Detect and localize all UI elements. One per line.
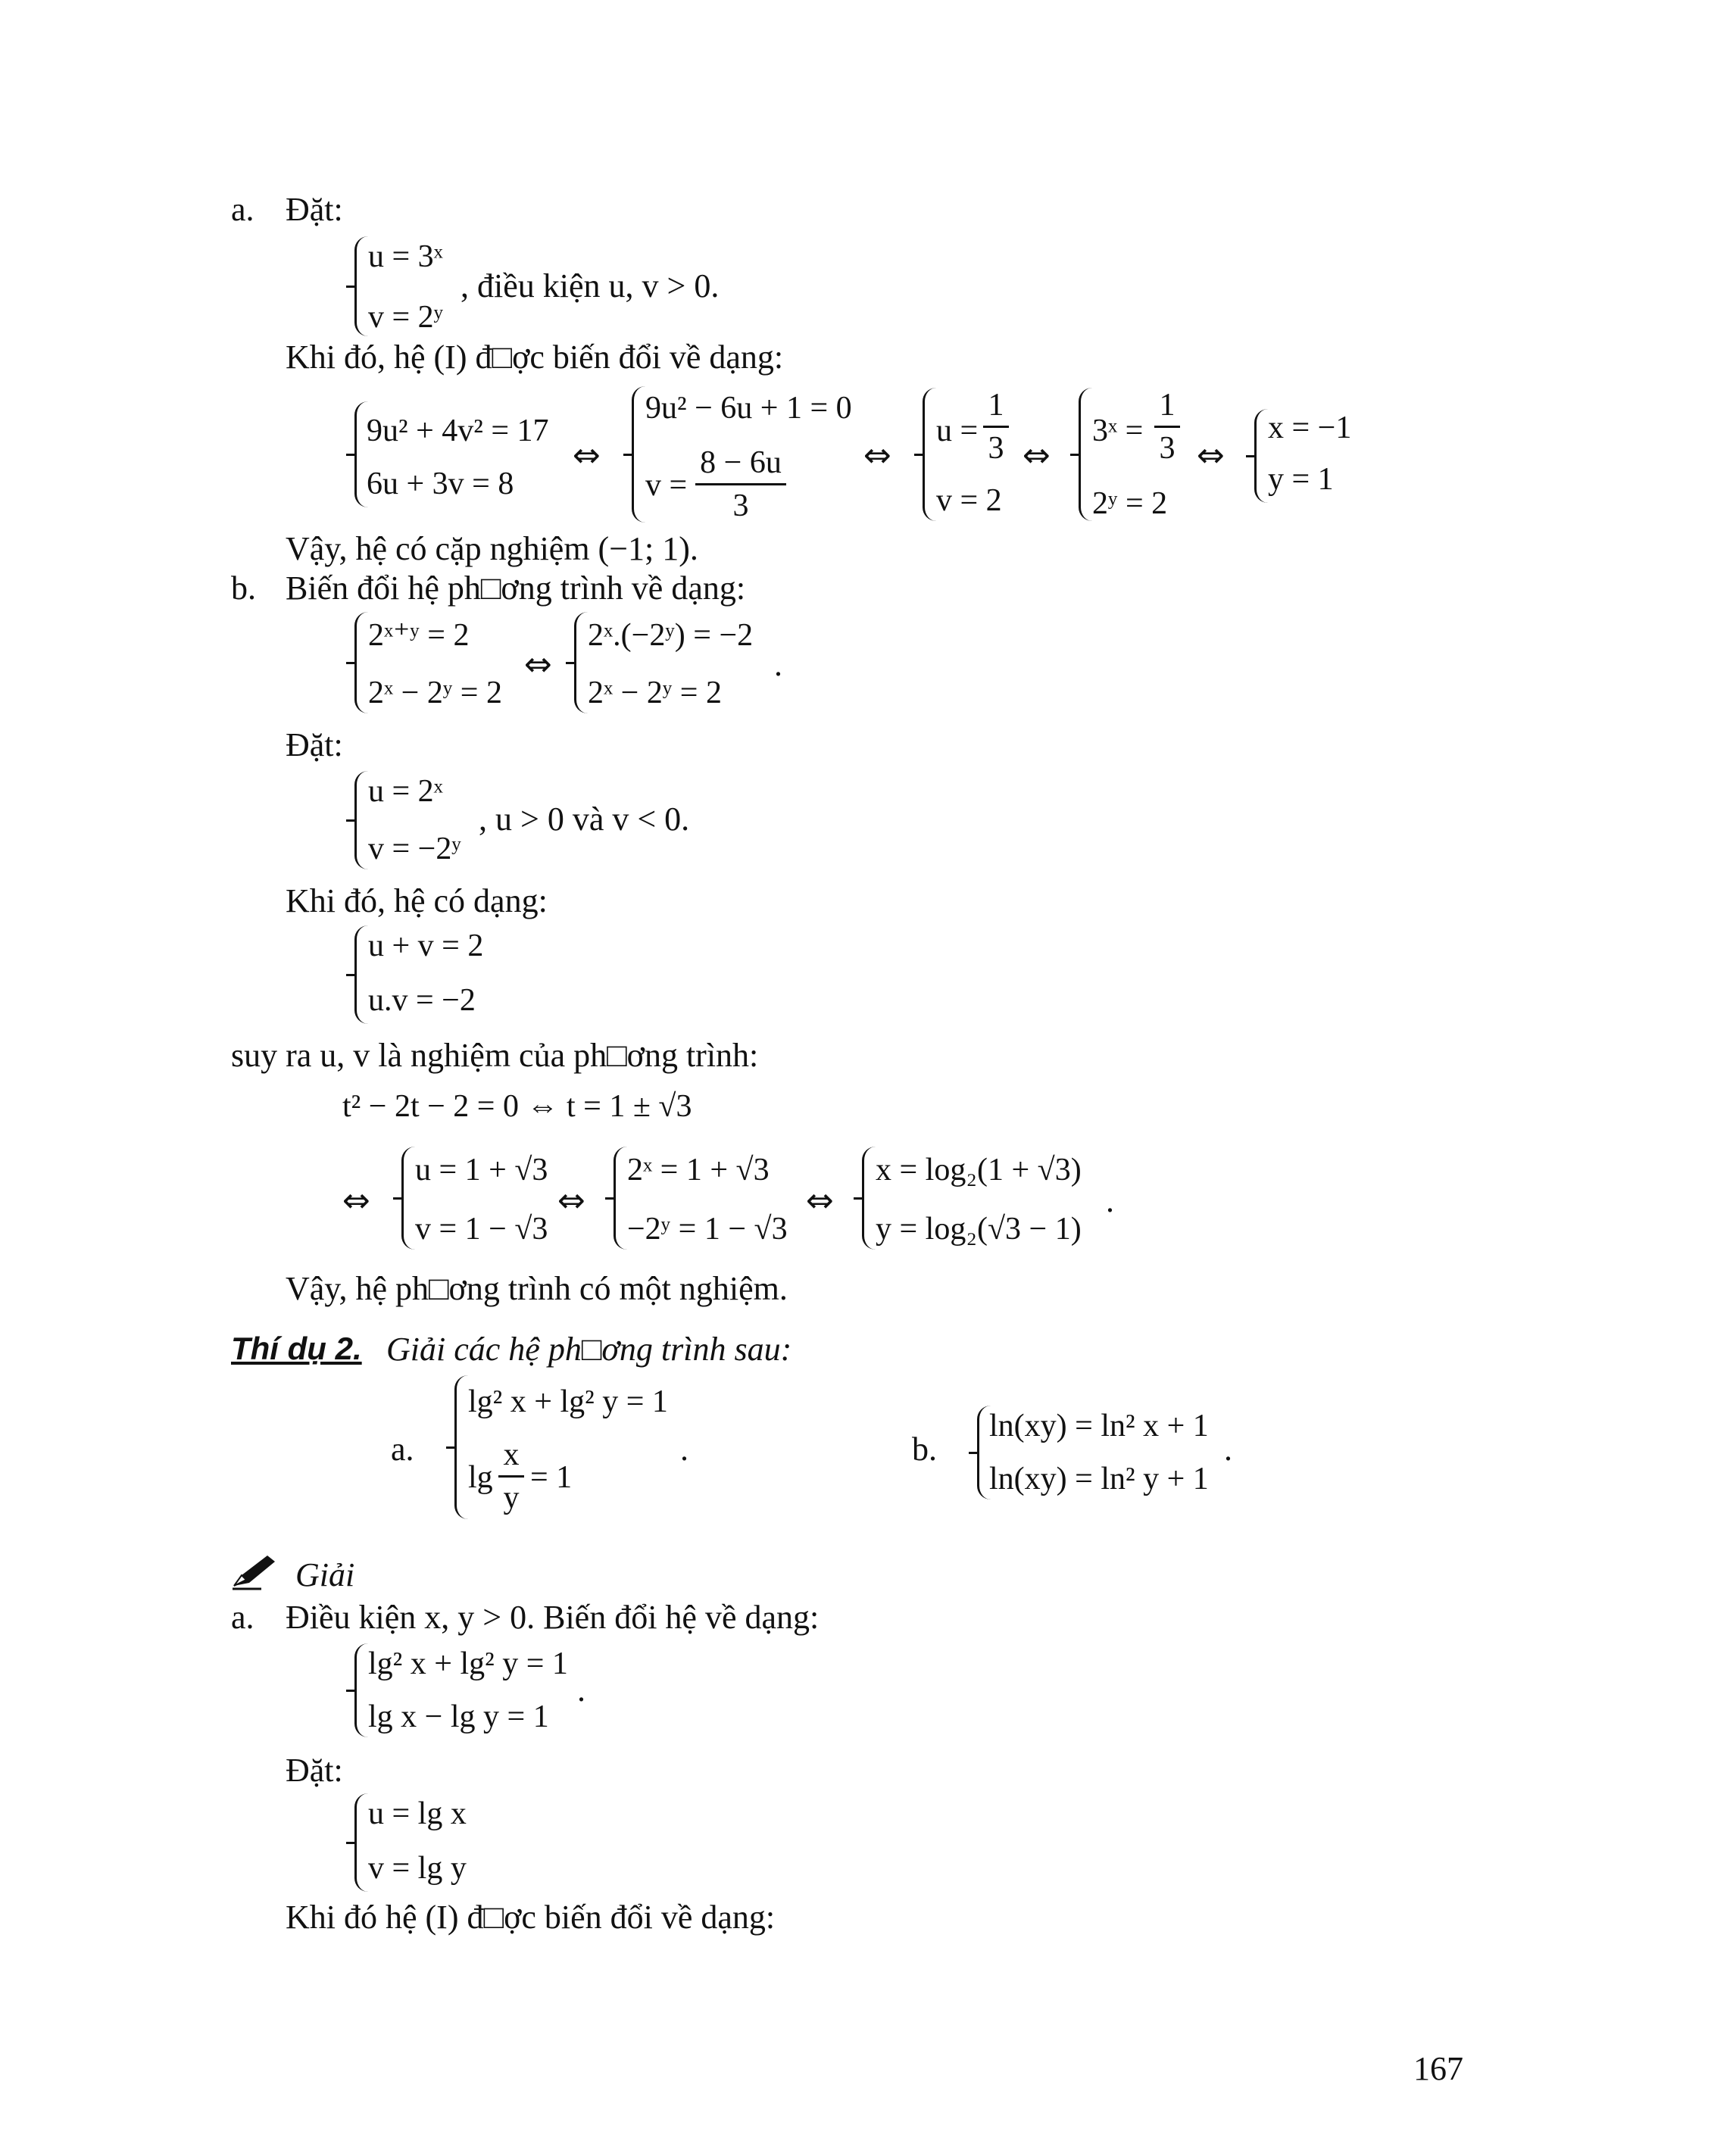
fraction: [498, 1439, 524, 1514]
example-prompt: Giải các hệ ph□ơng trình sau:: [386, 1331, 792, 1368]
equation: −2ʸ = 1 − √3: [627, 1212, 788, 1247]
equation: u.v = −2: [368, 983, 476, 1018]
denominator: 3: [988, 431, 1004, 466]
solution-dat: Đặt:: [286, 1752, 343, 1789]
numerator: x: [503, 1437, 520, 1472]
example-b-label: b.: [912, 1431, 937, 1468]
suy-ra-text: suy ra u, v là nghiệm của ph□ơng trình:: [231, 1037, 759, 1074]
equivalence-arrow: ⇔: [1197, 436, 1225, 475]
example-heading: Thí dụ 2.: [231, 1331, 362, 1366]
equation: y = log₂(√3 − 1): [876, 1212, 1082, 1247]
period: .: [1106, 1182, 1114, 1219]
equation: y = 1: [1268, 462, 1334, 497]
numerator: 1: [1159, 388, 1176, 423]
part-b-label: b.: [231, 570, 256, 607]
equation: v = 2: [936, 483, 1002, 518]
equation: 9u² + 4v² = 17: [367, 413, 549, 448]
pencil-icon: [231, 1553, 278, 1590]
part-b-intro: Biến đổi hệ ph□ơng trình về dạng:: [286, 570, 746, 607]
sub-u: u = lg x: [368, 1796, 467, 1831]
equation: 6u + 3v = 8: [367, 467, 514, 501]
equation: 2ʸ = 2: [1092, 486, 1168, 521]
equivalence-arrow: ⇔: [806, 1181, 834, 1220]
equivalence-arrow: ⇔: [863, 436, 891, 475]
equation: v =: [645, 468, 688, 503]
transform-text: Khi đó, hệ (I) đ□ợc biến đổi về dạng:: [286, 339, 784, 376]
period: .: [577, 1671, 585, 1709]
sub-v: v = 2ʸ: [368, 300, 444, 335]
equation: 9u² − 6u + 1 = 0: [645, 391, 852, 426]
equivalence-arrow: ⇔: [342, 1181, 370, 1220]
equation: 2ˣ − 2ʸ = 2: [588, 676, 722, 710]
equation: ln(xy) = ln² x + 1: [989, 1409, 1209, 1443]
equation: u =: [936, 413, 979, 448]
equation: x = −1: [1268, 410, 1352, 445]
equation: = 1: [530, 1460, 573, 1495]
solution-final: Khi đó hệ (I) đ□ợc biến đổi về dạng:: [286, 1899, 776, 1936]
equation: v = 1 − √3: [415, 1212, 548, 1247]
denominator: y: [503, 1481, 520, 1515]
denominator: 3: [732, 488, 749, 523]
part-a-dat: Đặt:: [286, 191, 343, 228]
khi-do-text: Khi đó, hệ có dạng:: [286, 882, 548, 919]
part-b-conclusion: Vậy, hệ ph□ơng trình có một nghiệm.: [286, 1270, 788, 1307]
condition-text: , u > 0 và v < 0.: [479, 800, 690, 838]
part-a-conclusion: Vậy, hệ có cặp nghiệm (−1; 1).: [286, 530, 698, 567]
equation: 2ˣ = 1 + √3: [627, 1153, 770, 1187]
fraction: [983, 389, 1009, 464]
part-a-label: a.: [231, 191, 254, 228]
sub-v: v = lg y: [368, 1851, 467, 1886]
equation: lg x − lg y = 1: [368, 1699, 549, 1734]
fraction: [695, 447, 786, 522]
equation: lg² x + lg² y = 1: [468, 1384, 668, 1419]
sub-u: u = 2ˣ: [368, 774, 443, 809]
period: .: [1224, 1431, 1232, 1468]
quadratic-equation: t² − 2t − 2 = 0 ⇔ t = 1 ± √3: [342, 1089, 692, 1124]
page-number: 167: [1413, 2050, 1463, 2087]
equivalence-arrow: ⇔: [557, 1181, 585, 1220]
equation: lg² x + lg² y = 1: [368, 1646, 568, 1681]
equivalence-arrow: ⇔: [573, 436, 601, 475]
equation: 2ˣ − 2ʸ = 2: [368, 676, 502, 710]
fraction: [1154, 389, 1180, 464]
equation: u = 1 + √3: [415, 1153, 548, 1187]
equivalence-arrow: ⇔: [524, 645, 552, 684]
solution-title: Giải: [295, 1556, 355, 1593]
sub-u: u = 3ˣ: [368, 239, 443, 274]
example-a-label: a.: [391, 1431, 414, 1468]
condition-text: , điều kiện u, v > 0.: [461, 267, 720, 304]
equation: 3ˣ =: [1092, 413, 1144, 448]
numerator: 1: [988, 388, 1004, 423]
equivalence-arrow: ⇔: [1023, 436, 1051, 475]
equation: lg: [468, 1460, 493, 1495]
sub-v: v = −2ʸ: [368, 832, 461, 866]
equation: 2ˣ⁺ʸ = 2: [368, 618, 470, 653]
solution-a-intro: Điều kiện x, y > 0. Biến đổi hệ về dạng:: [286, 1599, 820, 1636]
equation: x = log₂(1 + √3): [876, 1153, 1082, 1187]
numerator: 8 − 6u: [700, 445, 782, 480]
period: .: [774, 646, 782, 683]
denominator: 3: [1159, 431, 1176, 466]
equation: 2ˣ.(−2ʸ) = −2: [588, 618, 754, 653]
equation: u + v = 2: [368, 928, 484, 963]
solution-a-label: a.: [231, 1599, 254, 1636]
equation: ln(xy) = ln² y + 1: [989, 1462, 1209, 1496]
period: .: [680, 1431, 688, 1468]
part-b-dat: Đặt:: [286, 726, 343, 763]
